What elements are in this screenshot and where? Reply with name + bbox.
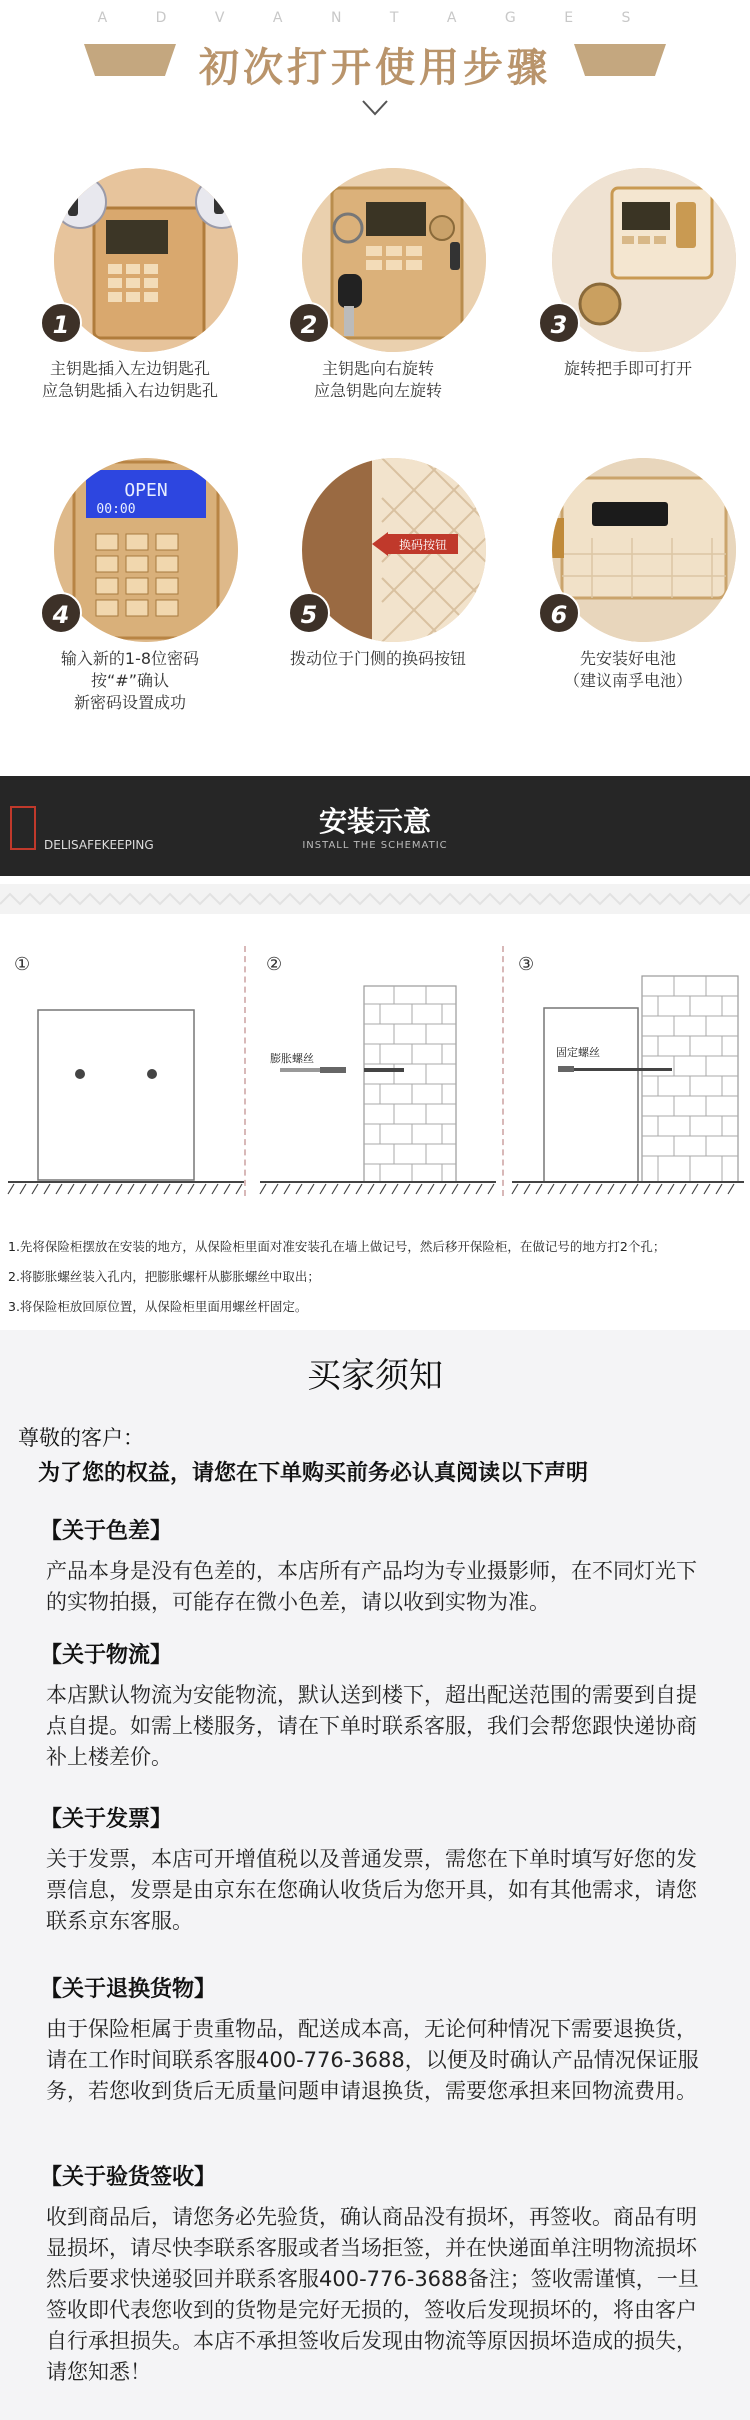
chevron-down-icon: [360, 96, 390, 120]
step-number-badge: 4: [40, 592, 82, 634]
notice-item-title-invoice: 【关于发票】: [40, 1807, 173, 1832]
zigzag-divider: [0, 884, 750, 914]
panel-number: ③: [518, 954, 535, 975]
install-note: 1.先将保险柜摆放在安装的地方，从保险柜里面对准安装孔在墙上做记号，然后移开保险柜，在做记号的地方打2个孔；: [8, 1239, 666, 1254]
install-schematic-header: [0, 776, 750, 876]
panel-number: ②: [266, 954, 283, 975]
buyer-notice-section: [0, 1330, 750, 2420]
lcd-line-2: 00:00: [96, 502, 136, 517]
step-number-badge: 5: [288, 592, 330, 634]
step-3: [508, 168, 738, 468]
install-title: 安装示意: [318, 805, 431, 838]
notice-heading: 买家须知: [307, 1356, 443, 1396]
steps-title-banner: [0, 36, 750, 91]
step-caption: 主钥匙向右旋转 应急钥匙向左旋转: [313, 359, 442, 400]
notice-item-title-returns: 【关于退换货物】: [40, 1977, 217, 2002]
notice-item-title-logistics: 【关于物流】: [40, 1643, 173, 1668]
notice-intro: 为了您的权益，请您在下单购买前务必认真阅读以下声明: [38, 1461, 589, 1486]
notice-greeting: 尊敬的客户：: [18, 1426, 144, 1450]
step-number-badge: 3: [538, 302, 580, 344]
notice-item-body-logistics: 本店默认物流为安能物流，默认送到楼下，超出配送范围的需要到自提点自提。如需上楼服务，请在下单时联系客服，我们会帮您跟快递协商补上楼差价。: [46, 1683, 697, 1769]
lcd-line-1: OPEN: [124, 480, 168, 501]
button-tag-label: 换码按钮: [398, 538, 448, 552]
step-5: [258, 458, 488, 758]
notice-item-body-invoice: 关于发票，本店可开增值税以及普通发票，需您在下单时填写好您的发票信息，发票是由京东在您确认收货后为您开具，如有其他需求，请您联系京东客服。: [46, 1847, 697, 1933]
panel-number: ①: [14, 954, 31, 975]
install-panel-1: [4, 946, 254, 1206]
step-4: [10, 458, 240, 758]
step-2: [258, 168, 488, 468]
panel-label: 固定螺丝: [556, 1046, 600, 1059]
notice-item-body-returns: 由于保险柜属于贵重物品，配送成本高，无论何种情况下需要退换货，请在工作时间联系客服400-776-3688，以便及时确认产品情况保证服务，若您收到货后无质量问题申请退换货，需要您承担来回物流费用。: [46, 2017, 699, 2103]
step-caption: 先安装好电池 （建议南孚电池）: [563, 649, 692, 690]
step-caption: 拨动位于门侧的换码按钮: [289, 649, 466, 668]
first-use-steps-section: [0, 0, 750, 770]
steps-title: 初次打开使用步骤: [199, 45, 551, 91]
brand-name: DELISAFEKEEPING: [44, 838, 154, 852]
install-note: 2.将膨胀螺丝装入孔内，把膨胀螺杆从膨胀螺丝中取出；: [8, 1269, 320, 1284]
notice-item-title-color: 【关于色差】: [40, 1519, 173, 1544]
step-number-badge: 2: [288, 302, 330, 344]
install-panel-2: [256, 946, 506, 1206]
step-caption: 主钥匙插入左边钥匙孔 应急钥匙插入右边钥匙孔: [41, 359, 218, 400]
step-1: [10, 168, 240, 468]
install-panel-3: [508, 946, 750, 1206]
panel-label: 膨胀螺丝: [270, 1052, 314, 1065]
step-number-badge: 1: [40, 302, 82, 344]
notice-item-body-color: 产品本身是没有色差的，本店所有产品均为专业摄影师，在不同灯光下的实物拍摄，可能存在微小色差，请以收到实物为准。: [46, 1559, 697, 1614]
notice-item-title-inspection: 【关于验货签收】: [40, 2165, 217, 2190]
step-caption: 输入新的1-8位密码 按“#”确认 新密码设置成功: [60, 649, 200, 712]
notice-item-body-inspection: 收到商品后，请您务必先验货，确认商品没有损坏，再签收。商品有明显损坏，请尽快李联系客服或者当场拒签，并在快递面单注明物流损坏然后要求快递驳回并联系客服400-776-3688备注；签收需谨慎，一旦签收即代表您收到的货物是完好无损的，签收后发现损坏的，将由客户自行承担损失。本店不承担签收后发现由物流等原因损坏造成的损失，请您知悉！: [46, 2205, 699, 2384]
step-6: [508, 458, 738, 758]
install-note: 3.将保险柜放回原位置，从保险柜里面用螺丝杆固定。: [8, 1299, 308, 1314]
step-caption: 旋转把手即可打开: [563, 359, 692, 378]
install-subtitle: INSTALL THE SCHEMATIC: [302, 840, 448, 851]
advantages-kicker: A D V A N T A G E S: [97, 10, 653, 26]
step-number-badge: 6: [538, 592, 580, 634]
install-notes: [8, 1232, 748, 1322]
